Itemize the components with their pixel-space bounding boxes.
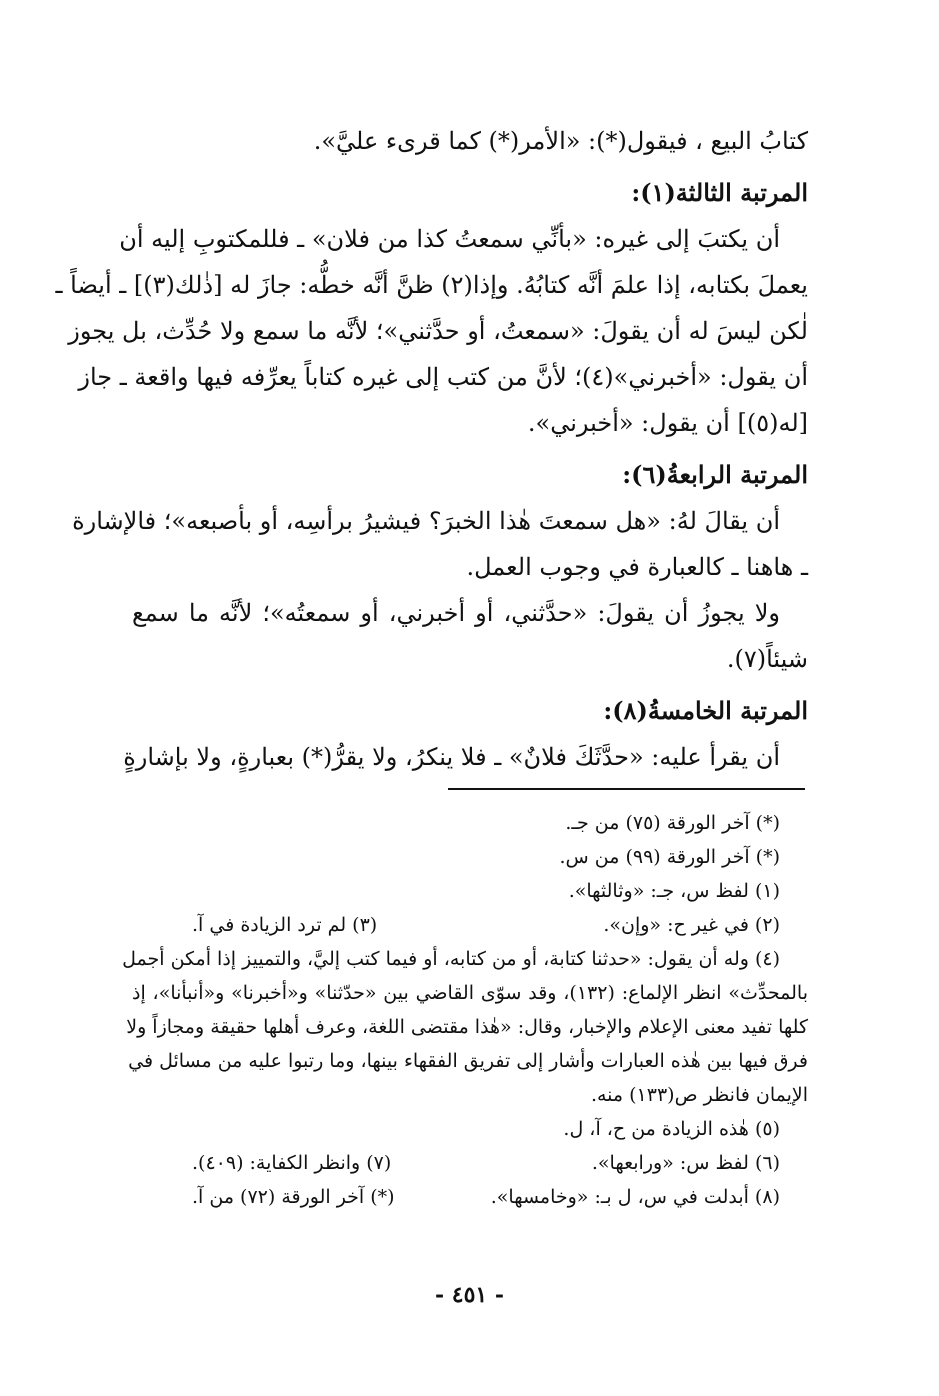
footnote: (٦) لفظ س: «ورابعها».	[591, 1152, 780, 1174]
text-line: ولا يجوزُ أن يقولَ: «حدَّثني، أو أخبرني، أو سمعتُه»؛ لأنَّه ما سمع	[132, 599, 780, 627]
text-line: أن يقول: «أخبرني»(٤)؛ لأنَّ من كتب إلى غيره كتاباً يعرِّفه فيها واقعة ـ جاز	[78, 363, 808, 391]
footnote-divider	[448, 788, 805, 790]
text-line: أن يكتبَ إلى غيره: «بأنِّي سمعتُ كذا من فلان» ـ فللمكتوبِ إليه أن	[119, 225, 780, 253]
footnote-line: بالمحدِّث» انظر الإلماع: (١٣٢)، وقد سوّى القاضي بين «حدّثنا» و«أخبرنا» و«أنبأنا»، إذ	[132, 982, 808, 1004]
footnote-line: فرق فيها بين هٰذه العبارات وأشار إلى تفريق الفقهاء بينها، وما رتبوا عليه من مسائل في	[128, 1050, 808, 1072]
text-line: أن يقرأ عليه: «حدَّثَكَ فلانٌ» ـ فلا ينكرُ، ولا يقرُّ(*) بعبارةٍ، ولا بإشارةٍ	[123, 743, 780, 771]
text-line: شيئاً(٧).	[726, 645, 808, 673]
footnote: (٨) أبدلت في س، ل بـ: «وخامسها».	[490, 1186, 780, 1208]
text-line: يعملَ بكتابه، إذا علمَ أنَّه كتابُهُ. وإذا(٢) ظنَّ أنَّه خطُّه: جازَ له [ذٰلك(٣)] ـ أيضاً ـ	[55, 271, 808, 299]
footnote: (*) آخر الورقة (٩٩) من س.	[559, 846, 780, 868]
footnote: (٢) في غير ح: «وإن».	[603, 914, 780, 936]
footnote: (٣) لم ترد الزيادة في آ.	[192, 914, 378, 936]
footnote: (*) آخر الورقة (٧٥) من جـ.	[565, 812, 780, 834]
footnote: (*) آخر الورقة (٧٢) من آ.	[192, 1186, 395, 1208]
footnote: (٤) وله أن يقول: «حدثنا كتابة، أو من كتابه، أو فيما كتب إليَّ، والتمييز إذا أمكن أجمل	[122, 948, 780, 970]
text-line: ـ هاهنا ـ كالعبارة في وجوب العمل.	[466, 553, 808, 581]
footnote-pair	[132, 908, 808, 942]
footnotes	[122, 806, 808, 1214]
text-line: [له(٥)] أن يقول: «أخبرني».	[527, 409, 808, 437]
main-text	[55, 118, 808, 780]
footnote-line: كلها تفيد معنى الإعلام والإخبار، وقال: «هٰذا مقتضى اللغة، وعرف أهلها حقيقة ومجازاً ولا	[126, 1016, 808, 1038]
section-heading: المرتبة الثالثة(١):	[631, 178, 808, 207]
footnote-pair	[132, 1180, 808, 1214]
text-line: أن يقالَ لهُ: «هل سمعتَ هٰذا الخبرَ؟ فيشيرُ برأسِه، أو بأصبعه»؛ فالإشارة	[72, 507, 780, 535]
text-line: كتابُ البيع ، فيقول(*): «الأمر(*) كما قرىء عليَّ».	[313, 127, 808, 155]
footnote-line: الإيمان فانظر ص(١٣٣) منه.	[590, 1084, 808, 1106]
footnote: (١) لفظ س، جـ: «وثالثها».	[568, 880, 780, 902]
footnote-pair	[132, 1146, 808, 1180]
footnote: (٥) هٰذه الزيادة من ح، آ، ل.	[563, 1118, 780, 1140]
section-heading: المرتبة الرابعةُ(٦):	[622, 460, 808, 489]
text-line: لٰكن ليسَ له أن يقولَ: «سمعتُ، أو حدَّثني»؛ لأنَّه ما سمع ولا حُدِّث، بل يجوز	[68, 317, 808, 345]
section-heading: المرتبة الخامسةُ(٨):	[603, 696, 808, 725]
page-number: - ٤٥١ -	[434, 1282, 505, 1308]
footnote: (٧) وانظر الكفاية: (٤٠٩).	[192, 1152, 392, 1174]
